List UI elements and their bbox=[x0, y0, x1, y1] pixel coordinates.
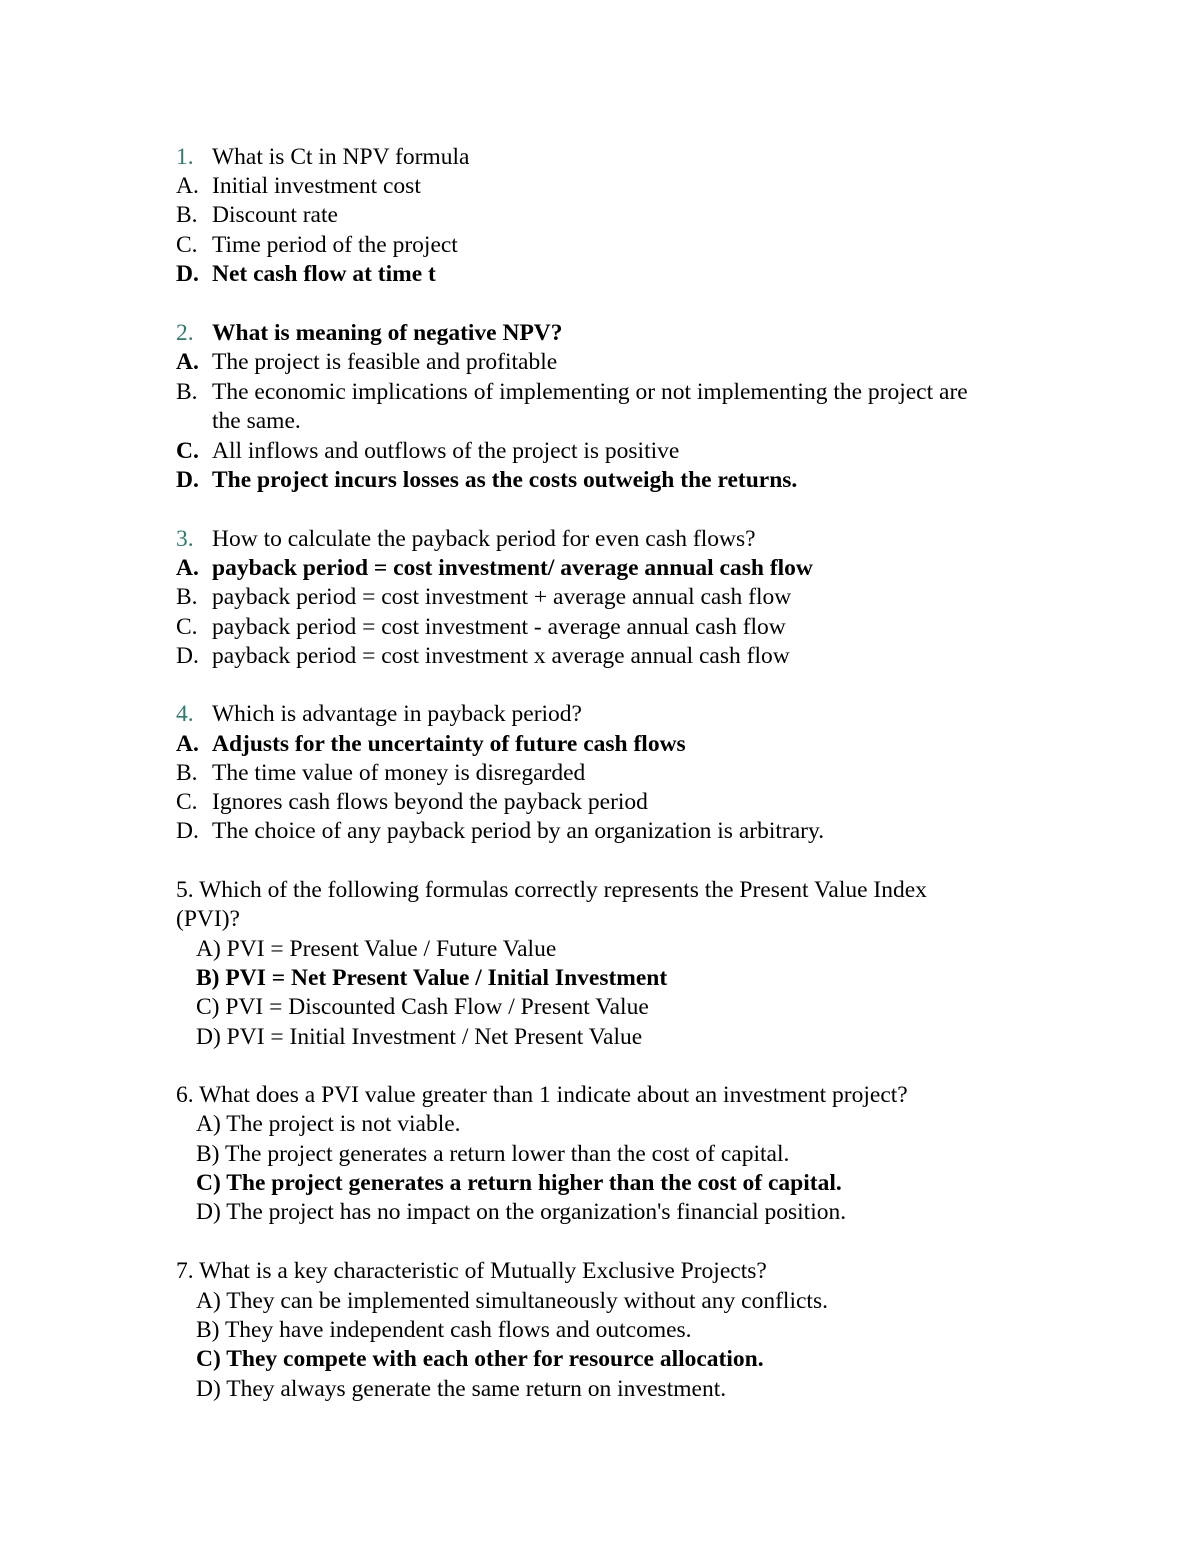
question-text: 5. Which of the following formulas correctly represents the Present Value Index bbox=[176, 877, 927, 903]
option-text: The project is feasible and profitable bbox=[212, 349, 558, 375]
option-letter: B. bbox=[176, 379, 198, 405]
option-text: D) PVI = Initial Investment / Net Present Value bbox=[196, 1024, 643, 1050]
option-text: payback period = cost investment/ average annual cash flow bbox=[212, 555, 813, 581]
option-letter: B. bbox=[176, 584, 198, 610]
option-text: payback period = cost investment x average annual cash flow bbox=[212, 643, 790, 669]
option-text: The project incurs losses as the costs outweigh the returns. bbox=[212, 467, 798, 493]
option-text: Ignores cash flows beyond the payback period bbox=[212, 789, 648, 815]
option-text: All inflows and outflows of the project is positive bbox=[212, 438, 680, 464]
option-text: B) PVI = Net Present Value / Initial Investment bbox=[196, 965, 668, 991]
option-text: Net cash flow at time t bbox=[212, 261, 436, 287]
option-letter: C. bbox=[176, 614, 198, 640]
question-text: How to calculate the payback period for even cash flows? bbox=[212, 526, 756, 552]
option-text: The economic implications of implementing or not implementing the project are bbox=[212, 379, 968, 405]
option-text: D) The project has no impact on the organization's financial position. bbox=[196, 1199, 847, 1225]
option-text: B) The project generates a return lower than the cost of capital. bbox=[196, 1141, 790, 1167]
option-letter: D. bbox=[176, 818, 199, 844]
option-letter: A. bbox=[176, 555, 199, 581]
question-number: 1. bbox=[176, 144, 194, 170]
option-text: C) PVI = Discounted Cash Flow / Present Value bbox=[196, 994, 649, 1020]
option-text: C) They compete with each other for resource allocation. bbox=[196, 1346, 764, 1372]
option-letter: A. bbox=[176, 731, 199, 757]
question-number: 4. bbox=[176, 701, 194, 727]
option-text: D) They always generate the same return on investment. bbox=[196, 1376, 727, 1402]
option-text: A) The project is not viable. bbox=[196, 1111, 461, 1137]
option-text: Time period of the project bbox=[212, 232, 458, 258]
option-text: Discount rate bbox=[212, 202, 338, 228]
option-text: A) They can be implemented simultaneously without any conflicts. bbox=[196, 1288, 828, 1314]
option-letter: D. bbox=[176, 261, 199, 287]
option-text: payback period = cost investment - average annual cash flow bbox=[212, 614, 786, 640]
question-text: What is meaning of negative NPV? bbox=[212, 320, 563, 346]
option-letter: B. bbox=[176, 202, 198, 228]
option-text: The time value of money is disregarded bbox=[212, 760, 586, 786]
question-text: 6. What does a PVI value greater than 1 indicate about an investment project? bbox=[176, 1082, 908, 1108]
option-letter: C. bbox=[176, 232, 198, 258]
question-number: 2. bbox=[176, 320, 194, 346]
question-number: 3. bbox=[176, 526, 194, 552]
question-text: (PVI)? bbox=[176, 906, 240, 932]
option-text: Initial investment cost bbox=[212, 173, 421, 199]
option-letter: C. bbox=[176, 789, 198, 815]
option-letter: C. bbox=[176, 438, 199, 464]
option-text: C) The project generates a return higher than the cost of capital. bbox=[196, 1170, 842, 1196]
option-letter: B. bbox=[176, 760, 198, 786]
question-text: Which is advantage in payback period? bbox=[212, 701, 582, 727]
option-letter: A. bbox=[176, 173, 199, 199]
option-text: the same. bbox=[212, 408, 301, 434]
option-text: Adjusts for the uncertainty of future cash flows bbox=[212, 731, 686, 757]
option-letter: A. bbox=[176, 349, 199, 375]
option-text: The choice of any payback period by an organization is arbitrary. bbox=[212, 818, 825, 844]
option-text: A) PVI = Present Value / Future Value bbox=[196, 936, 557, 962]
option-text: payback period = cost investment + average annual cash flow bbox=[212, 584, 792, 610]
question-text: What is Ct in NPV formula bbox=[212, 144, 470, 170]
option-letter: D. bbox=[176, 643, 199, 669]
question-text: 7. What is a key characteristic of Mutually Exclusive Projects? bbox=[176, 1258, 767, 1284]
option-letter: D. bbox=[176, 467, 199, 493]
option-text: B) They have independent cash flows and outcomes. bbox=[196, 1317, 692, 1343]
